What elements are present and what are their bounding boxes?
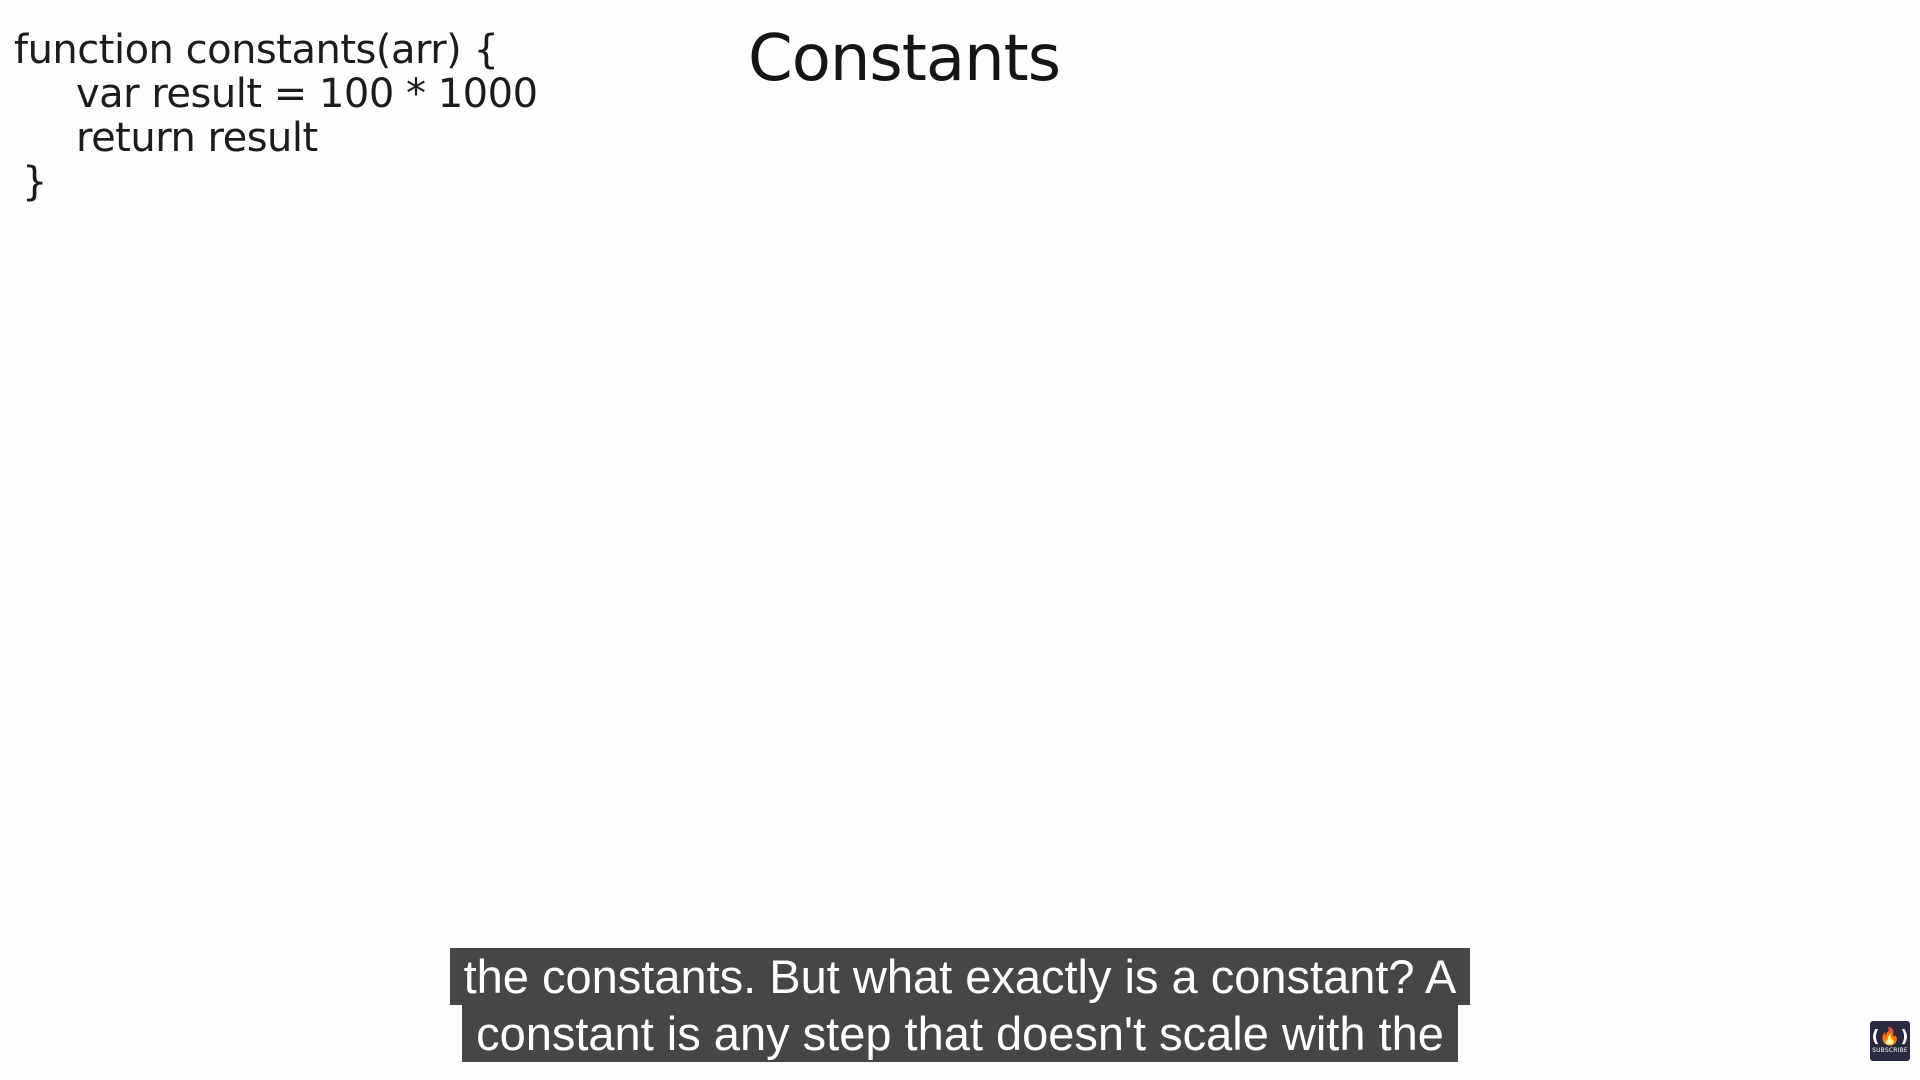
code-line-closing-brace: } bbox=[22, 159, 47, 205]
logo-glyph: (🔥) bbox=[1871, 1027, 1909, 1047]
code-line-function-signature: function constants(arr) { bbox=[14, 27, 499, 73]
freecodecamp-logo-icon[interactable] bbox=[1870, 1021, 1910, 1061]
code-snippet bbox=[14, 28, 538, 204]
slide-title: Constants bbox=[748, 22, 1061, 96]
caption-line-2: constant is any step that doesn't scale with the bbox=[462, 1005, 1458, 1062]
subscribe-label: SUBSCRIBE bbox=[1872, 1047, 1908, 1054]
caption-line-1: the constants. But what exactly is a constant? A bbox=[450, 948, 1471, 1005]
code-line-var-result: var result = 100 * 1000 bbox=[76, 71, 538, 117]
code-line-return: return result bbox=[76, 115, 318, 161]
subtitle-captions bbox=[0, 948, 1920, 1062]
